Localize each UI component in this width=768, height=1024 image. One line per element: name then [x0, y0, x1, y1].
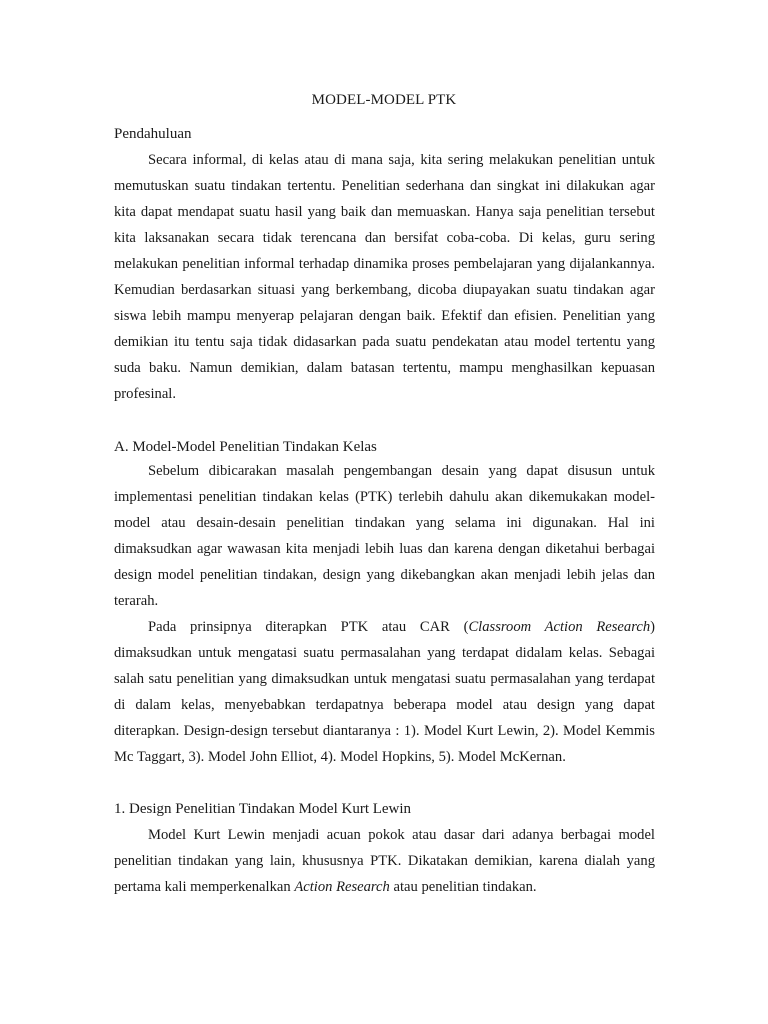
paragraph-text: ) dimaksudkan untuk mengatasi suatu permasalahan yang terdapat didalam kelas. Sebagai salah satu penelitian yang dimaksudkan untuk mengatasi suatu permasalahan yang terdapat di dalam kelas, menyebabkan terdapatnya beberapa model atau design yang dapat diterapkan. Design-design tersebut diantaranya : 1). Model Kurt Lewin, 2). Model Kemmis Mc Taggart, 3). Model John Elliot, 4). Model Hopkins, 5). Model McKernan.: [114, 619, 655, 765]
italic-term: Classroom Action Research: [468, 619, 651, 635]
section-1-paragraph: [114, 822, 655, 900]
section-a-paragraph-2: [114, 614, 655, 770]
intro-heading: Pendahuluan: [114, 126, 192, 142]
document-title: MODEL-MODEL PTK: [311, 92, 457, 108]
intro-paragraph: Secara informal, di kelas atau di mana saja, kita sering melakukan penelitian untuk memutuskan suatu tindakan tertentu. Penelitian sederhana dan singkat ini dilakukan agar kita dapat mendapat suatu hasil yang baik dan memuaskan. Hanya saja penelitian tersebut kita laksanakan secara tidak terencana dan bersifat coba-coba. Di kelas, guru sering melakukan penelitian informal terhadap dinamika proses pembelajaran yang dijalankannya. Kemudian berdasarkan situasi yang berkembang, dicoba diupayakan suatu tindakan agar siswa lebih mampu menyerap pelajaran dengan baik. Efektif dan efisien. Penelitian yang demikian itu tentu saja tidak didasarkan pada suatu pendekatan atau model tertentu yang suda baku. Namun demikian, dalam batasan tertentu, mampu menghasilkan kepuasan profesinal.: [114, 152, 655, 402]
section-1-heading: 1. Design Penelitian Tindakan Model Kurt Lewin: [114, 801, 412, 817]
italic-term: Action Research: [294, 879, 390, 895]
section-a-heading: A. Model-Model Penelitian Tindakan Kelas: [114, 439, 377, 455]
section-a-paragraph-1: Sebelum dibicarakan masalah pengembangan desain yang dapat disusun untuk implementasi penelitian tindakan kelas (PTK) terlebih dahulu akan dikemukakan model-model atau desain-desain penelitian tindakan yang selama ini digunakan. Hal ini dimaksudkan agar wawasan kita menjadi lebih luas dan karena dengan diketahui berbagai design model penelitian tindakan, design yang dikebangkan akan menjadi lebih jelas dan terarah.: [114, 463, 655, 609]
paragraph-text: Pada prinsipnya diterapkan PTK atau CAR (: [148, 619, 469, 635]
paragraph-text: Model Kurt Lewin menjadi acuan pokok atau dasar dari adanya berbagai model penelitian tindakan yang lain, khususnya PTK. Dikatakan demikian, karena dialah yang pertama kali memperkenalkan: [114, 827, 655, 895]
paragraph-text: atau penelitian tindakan.: [389, 879, 537, 895]
